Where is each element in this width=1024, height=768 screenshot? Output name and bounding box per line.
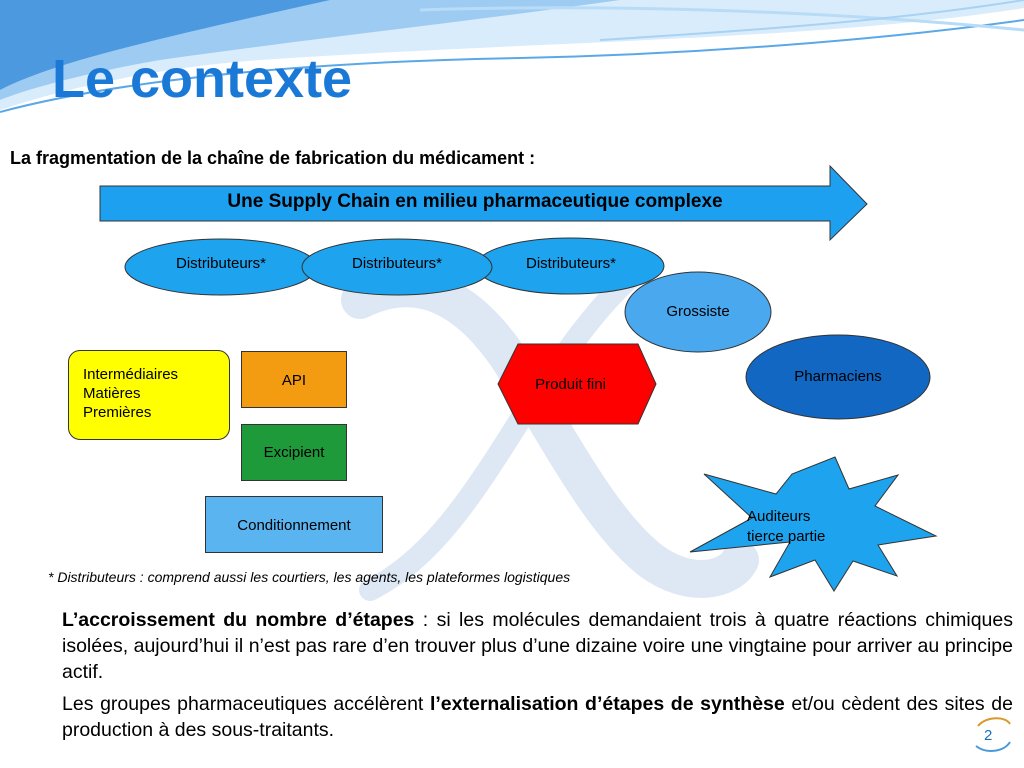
distributor-label-3: Distributeurs* xyxy=(525,255,617,272)
api-label: API xyxy=(281,372,307,389)
conditionnement-label: Conditionnement xyxy=(237,517,351,534)
subtitle: La fragmentation de la chaîne de fabrication du médicament : xyxy=(10,148,536,168)
distributor-label-1: Distributeurs* xyxy=(175,255,267,272)
intermediaires-box xyxy=(68,350,230,440)
paragraph-2 xyxy=(62,691,1013,743)
page-title: Le contexte xyxy=(52,49,353,109)
conditionnement-box xyxy=(205,496,383,553)
paragraph-1-bold: L’accroissement du nombre d’étapes xyxy=(62,609,415,631)
auditeurs-line-1: Auditeurs xyxy=(747,508,811,525)
paragraph-2-start: Les groupes pharmaceutiques accélèrent xyxy=(62,693,430,715)
paragraph-2-bold: l’externalisation d’étapes de synthèse xyxy=(429,693,785,715)
intermediaires-line-3: Premières xyxy=(83,404,152,421)
intermediaires-line-2: Matières xyxy=(83,385,141,402)
grossiste-label: Grossiste xyxy=(666,303,730,320)
paragraph-1 xyxy=(62,607,1013,685)
page-number: 2 xyxy=(984,727,993,744)
intermediaires-line-1: Intermédiaires xyxy=(83,366,179,383)
distributor-label-2: Distributeurs* xyxy=(351,255,443,272)
arrow-label: Une Supply Chain en milieu pharmaceutique complexe xyxy=(227,191,723,212)
excipient-label: Excipient xyxy=(263,444,325,461)
auditeurs-label xyxy=(747,507,825,547)
page-number-swoosh-icon xyxy=(972,714,1014,754)
excipient-box xyxy=(241,424,347,481)
footnote: * Distributeurs : comprend aussi les courtiers, les agents, les plateformes logistiques xyxy=(48,569,571,585)
produit-fini-label: Produit fini xyxy=(535,376,606,393)
auditeurs-line-2: tierce partie xyxy=(747,528,826,545)
api-box xyxy=(241,351,347,408)
pharmaciens-label: Pharmaciens xyxy=(794,368,882,385)
paragraph-1-rest: : si les molécules demandaient trois à quatre réactions chimiques isolées, aujourd’hui il n’est pas rare d’en trouver plus d’une dizaine voire une vingtaine pour arriver au principe actif. xyxy=(62,609,1013,683)
paragraph-2-end: et/ou cèdent des sites de production à des sous-traitants. xyxy=(62,693,1014,741)
